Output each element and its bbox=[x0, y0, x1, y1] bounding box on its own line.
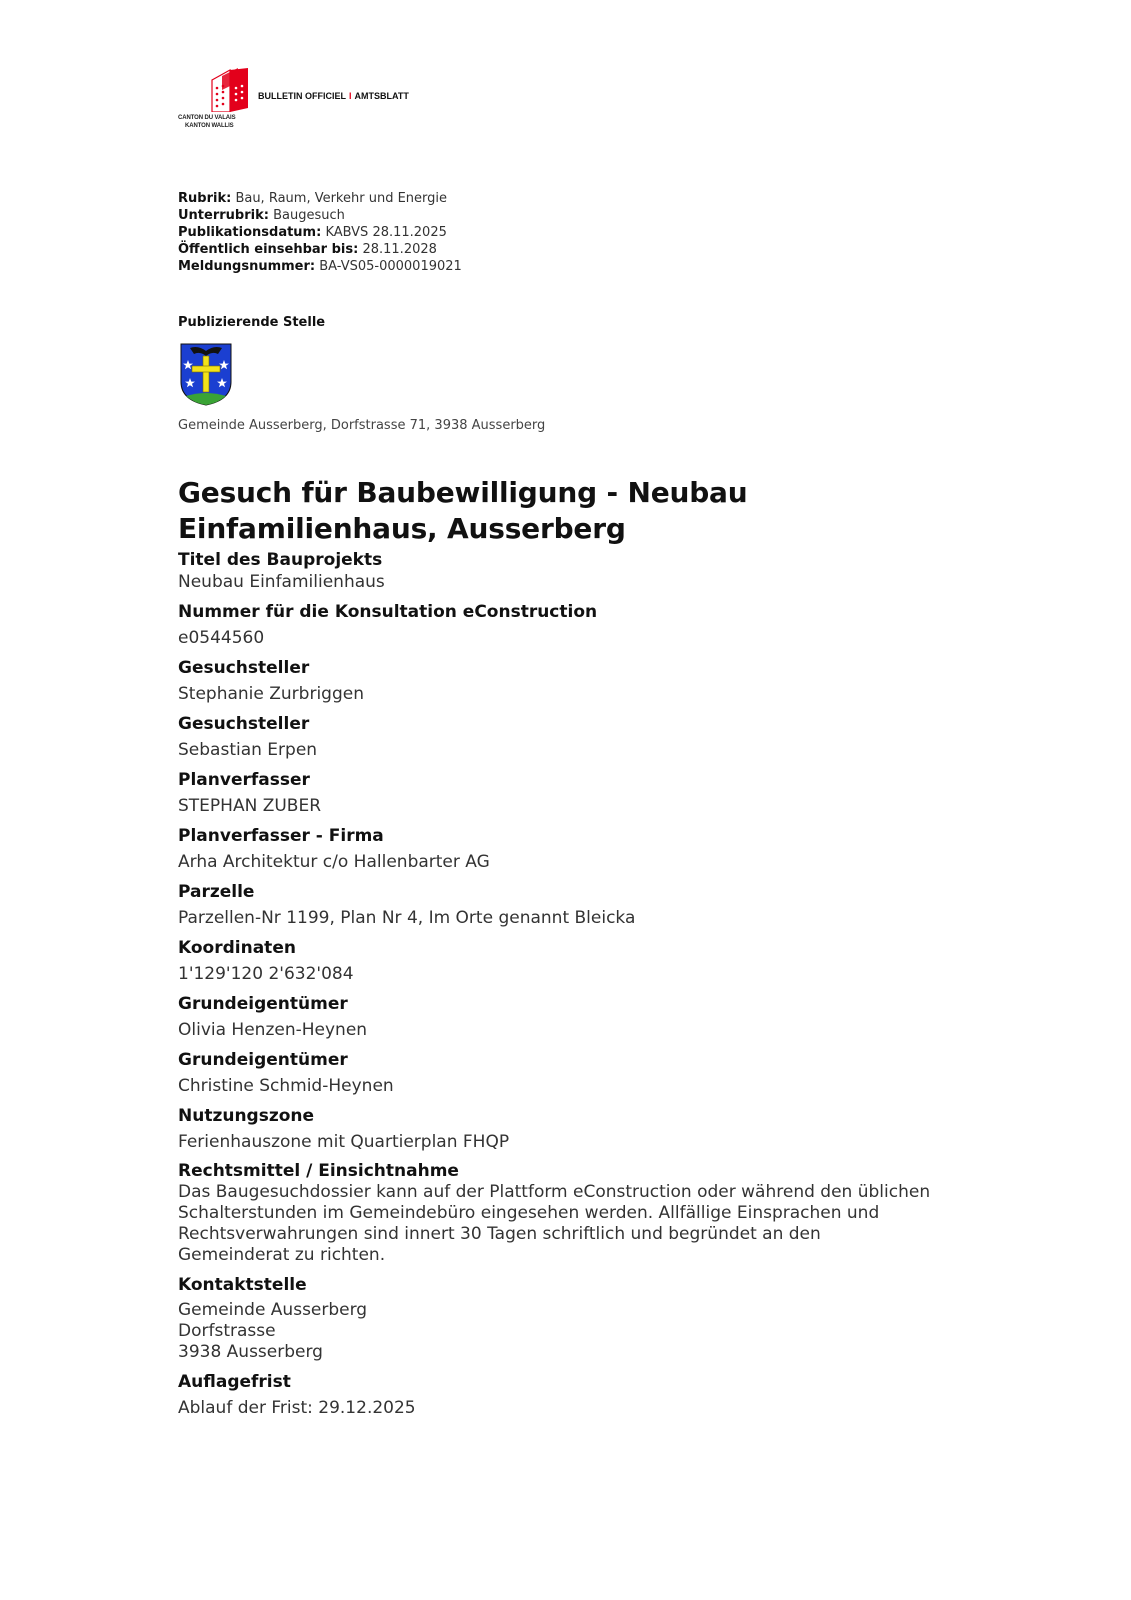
field-value: Arha Architektur c/o Hallenbarter AG bbox=[178, 852, 490, 872]
canton-name-de: KANTON WALLIS bbox=[185, 123, 234, 129]
masthead bbox=[178, 64, 938, 134]
field-gesuchsteller-1 bbox=[178, 657, 938, 705]
field-label: Grundeigentümer bbox=[178, 1050, 348, 1070]
field-label: Koordinaten bbox=[178, 938, 296, 958]
meta-value: BA-VS05-0000019021 bbox=[319, 259, 462, 274]
field-konsultation bbox=[178, 601, 938, 649]
field-label: Nutzungszone bbox=[178, 1106, 315, 1126]
field-nutzungszone bbox=[178, 1105, 938, 1153]
field-label: Nummer für die Konsultation eConstruction bbox=[178, 602, 598, 622]
field-value: Parzellen-Nr 1199, Plan Nr 4, Im Orte genannt Bleicka bbox=[178, 908, 636, 928]
field-label: Auflagefrist bbox=[178, 1372, 291, 1392]
document-page bbox=[178, 64, 938, 1419]
publisher-heading: Publizierende Stelle bbox=[178, 315, 326, 330]
field-label: Rechtsmittel / Einsichtnahme bbox=[178, 1161, 459, 1181]
meta-key: Publikationsdatum: bbox=[178, 225, 322, 240]
meta-value: KABVS 28.11.2025 bbox=[325, 225, 447, 240]
meta-value: Bau, Raum, Verkehr und Energie bbox=[235, 191, 448, 206]
field-label: Planverfasser bbox=[178, 770, 310, 790]
bulletin-title-fr: BULLETIN OFFICIEL bbox=[258, 91, 346, 101]
page-title: Gesuch für Baubewilligung - Neubau Einfamilienhaus, Ausserberg bbox=[178, 476, 748, 545]
meta-rubrik bbox=[178, 190, 938, 207]
field-value: e0544560 bbox=[178, 628, 265, 648]
field-grundeigentuemer-1 bbox=[178, 993, 938, 1041]
field-label: Kontaktstelle bbox=[178, 1275, 307, 1295]
publication-meta bbox=[178, 190, 938, 275]
field-value: Christine Schmid-Heynen bbox=[178, 1076, 394, 1096]
field-value-line: Dorfstrasse bbox=[178, 1321, 276, 1341]
field-value-line: Rechtsverwahrungen sind innert 30 Tagen schriftlich und begründet an den bbox=[178, 1224, 821, 1244]
field-value: 1'129'120 2'632'084 bbox=[178, 964, 354, 984]
field-kontaktstelle bbox=[178, 1274, 938, 1363]
meta-publikationsdatum bbox=[178, 224, 938, 241]
field-koordinaten bbox=[178, 937, 938, 985]
field-value: Olivia Henzen-Heynen bbox=[178, 1020, 368, 1040]
meta-unterrubrik bbox=[178, 207, 938, 224]
bulletin-title bbox=[258, 91, 409, 101]
meta-einsehbar bbox=[178, 241, 938, 258]
field-value: STEPHAN ZUBER bbox=[178, 796, 322, 816]
field-value: Sebastian Erpen bbox=[178, 740, 318, 760]
field-value-line: Gemeinderat zu richten. bbox=[178, 1245, 386, 1265]
meta-key: Meldungsnummer: bbox=[178, 259, 316, 274]
field-value-line: 3938 Ausserberg bbox=[178, 1342, 323, 1362]
field-gesuchsteller-2 bbox=[178, 713, 938, 761]
field-label: Parzelle bbox=[178, 882, 255, 902]
meta-value: Baugesuch bbox=[273, 208, 345, 223]
meta-value: 28.11.2028 bbox=[362, 242, 437, 257]
bulletin-title-de: AMTSBLATT bbox=[354, 91, 409, 101]
field-value: Neubau Einfamilienhaus bbox=[178, 572, 385, 592]
field-planverfasser bbox=[178, 769, 938, 817]
field-label: Planverfasser - Firma bbox=[178, 826, 384, 846]
field-auflagefrist bbox=[178, 1371, 938, 1419]
publisher-address: Gemeinde Ausserberg, Dorfstrasse 71, 3938 Ausserberg bbox=[178, 418, 546, 433]
meta-meldungsnummer bbox=[178, 258, 938, 275]
bulletin-separator: I bbox=[349, 91, 352, 101]
field-label: Gesuchsteller bbox=[178, 714, 310, 734]
field-bauprojekt bbox=[178, 549, 938, 593]
field-value: Stephanie Zurbriggen bbox=[178, 684, 364, 704]
field-value-line: Schalterstunden im Gemeindebüro eingesehen werden. Allfällige Einsprachen und bbox=[178, 1203, 880, 1223]
ausserberg-coat-of-arms-icon bbox=[178, 342, 234, 406]
meta-key: Öffentlich einsehbar bis: bbox=[178, 242, 359, 257]
meta-key: Unterrubrik: bbox=[178, 208, 269, 223]
canton-name-fr: CANTON DU VALAIS bbox=[178, 115, 236, 121]
field-label: Gesuchsteller bbox=[178, 658, 310, 678]
field-label: Grundeigentümer bbox=[178, 994, 348, 1014]
field-planverfasser-firma bbox=[178, 825, 938, 873]
field-value: Ferienhauszone mit Quartierplan FHQP bbox=[178, 1132, 510, 1152]
field-value-line: Gemeinde Ausserberg bbox=[178, 1300, 368, 1320]
canton-name bbox=[178, 114, 248, 130]
field-label: Titel des Bauprojekts bbox=[178, 550, 383, 570]
field-value: Ablauf der Frist: 29.12.2025 bbox=[178, 1398, 416, 1418]
field-grundeigentuemer-2 bbox=[178, 1049, 938, 1097]
field-value-line: Das Baugesuchdossier kann auf der Plattform eConstruction oder während den üblichen bbox=[178, 1182, 931, 1202]
field-parzelle bbox=[178, 881, 938, 929]
meta-key: Rubrik: bbox=[178, 191, 232, 206]
field-rechtsmittel bbox=[178, 1160, 938, 1266]
canton-valais-flag-icon bbox=[208, 68, 250, 112]
